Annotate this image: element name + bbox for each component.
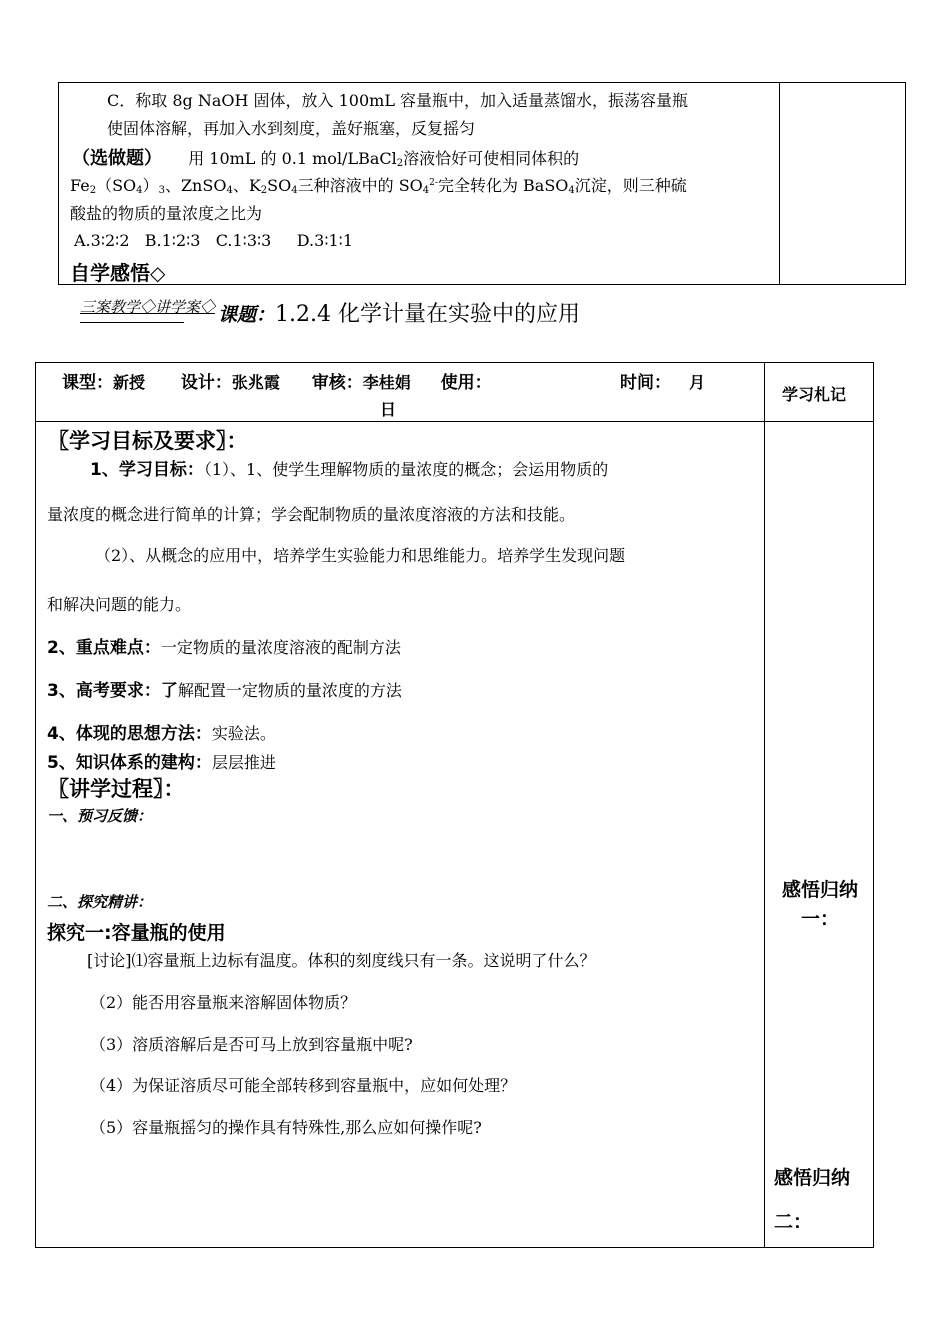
main-table-top-border	[35, 362, 874, 363]
main-table-right-border	[873, 362, 874, 1248]
month-label: 月	[689, 373, 706, 392]
self-study-heading: 自学感悟◇	[70, 261, 166, 285]
thinking-method-text: 实验法。	[211, 724, 276, 743]
option-c-line2: 使固体溶解，再加入水到刻度，盖好瓶塞，反复摇匀	[107, 119, 476, 138]
exam-requirements-label: 3、高考要求：	[47, 681, 161, 701]
exam-requirements-text: 解配置一定物质的量浓度的方法	[177, 681, 402, 700]
design-value: 张兆霞	[231, 373, 280, 392]
discussion-q1: [讨论]⑴容量瓶上边标有温度。体积的刻度线只有一条。这说明了什么？	[87, 951, 596, 970]
goal1-label: 1、学习目标：	[90, 460, 204, 480]
design-label: 设计：	[180, 373, 232, 393]
side-header: 学习札记	[782, 385, 847, 404]
key-points-text: 一定物质的量浓度溶液的配制方法	[160, 638, 401, 657]
discussion-q4: （4）为保证溶质尽可能全部转移到容量瓶中，应如何处理？	[90, 1076, 517, 1095]
goal1-text: （1）、1、使学生理解物质的量浓度的概念；会运用物质的	[203, 460, 609, 479]
topic-title	[218, 297, 580, 328]
topic-label: 课题：	[218, 304, 276, 326]
goal1	[90, 455, 608, 480]
thinking-method	[47, 719, 276, 744]
time-field	[620, 368, 705, 393]
type-value: 新授	[113, 373, 146, 392]
discussion-q2: （2）能否用容量瓶来溶解固体物质？	[90, 993, 357, 1012]
goals-heading: 〖学习目标及要求〗：	[48, 429, 248, 453]
day-label: 日	[380, 400, 397, 419]
discussion-q3: （3）溶质溶解后是否可马上放到容量瓶中呢?	[90, 1035, 413, 1054]
answer-options: A.3∶2∶2 B.1∶2∶3 C.1∶3∶3 D.3∶1∶1	[74, 231, 353, 250]
section-preview-feedback: 一、预习反馈：	[47, 807, 153, 825]
review-value: 李桂娟	[362, 373, 411, 392]
main-table-row-border	[35, 421, 874, 422]
main-table-mid-border	[764, 362, 765, 1248]
time-label: 时间：	[620, 373, 671, 393]
key-points-label: 2、重点难点：	[47, 638, 161, 658]
discussion-q5: （5）容量瓶摇匀的操作具有特殊性,那么应如何操作呢?	[90, 1118, 482, 1137]
topic-text: 1.2.4 化学计量在实验中的应用	[275, 302, 580, 327]
optional-question-line1: （选做题） 用 10mL 的 0.1 mol/LBaCl$_2$溶液恰好可使相同体积的	[72, 148, 580, 169]
goal1-continued: 量浓度的概念进行简单的计算；学会配制物质的量浓度溶液的方法和技能。	[47, 505, 576, 524]
knowledge-system-label: 5、知识体系的建构：	[47, 753, 212, 773]
top-table-left-border	[58, 82, 59, 285]
knowledge-system	[47, 748, 276, 773]
type-label: 课型：	[62, 373, 113, 393]
knowledge-system-text: 层层推进	[211, 753, 276, 772]
use-label: 使用：	[440, 373, 492, 393]
option-c-line1: C．称取 8g NaOH 固体，放入 100mL 容量瓶中，加入适量蒸馏水，振荡容量瓶	[107, 91, 689, 110]
thinking-method-label: 4、体现的思想方法：	[47, 724, 212, 744]
goal1-part2: （2）、从概念的应用中，培养学生实验能力和思维能力。培养学生发现问题	[95, 546, 626, 565]
side-note-1: 感悟归纳一：	[781, 879, 858, 930]
info-row	[62, 368, 492, 393]
stamp-underline	[80, 322, 184, 323]
section-explore: 二、探究精讲：	[47, 893, 153, 911]
process-heading: 〖讲学过程〗：	[48, 777, 185, 801]
explore1-heading: 探究一:容量瓶的使用	[47, 922, 226, 944]
review-label: 审核：	[311, 373, 363, 393]
stamp-logo: 三案教学◇讲学案◇	[80, 300, 216, 316]
key-points	[47, 633, 401, 658]
top-table-right-border	[905, 82, 906, 285]
top-table-mid-border	[779, 82, 780, 285]
optional-label: （选做题）	[72, 148, 162, 169]
main-table-bottom-border	[35, 1247, 874, 1248]
goal1-part2-continued: 和解决问题的能力。	[47, 595, 192, 614]
side-note-2-line1: 感悟归纳	[774, 1167, 851, 1189]
optional-question-line2: $Fe_2(SO_4)_3$、ZnSO$_4$、$K_2SO_4$三种溶液中的 $SO_4^{2-}$完全转化为 BaSO$_4$沉淀，则三种硫	[70, 176, 687, 196]
side-note-2-line2: 二：	[774, 1211, 813, 1233]
exam-requirements: 3、高考要求：了解配置一定物质的量浓度的方法	[47, 681, 402, 701]
optional-question-line3: 酸盐的物质的量浓度之比为	[70, 204, 263, 223]
main-table-left-border	[35, 362, 36, 1248]
